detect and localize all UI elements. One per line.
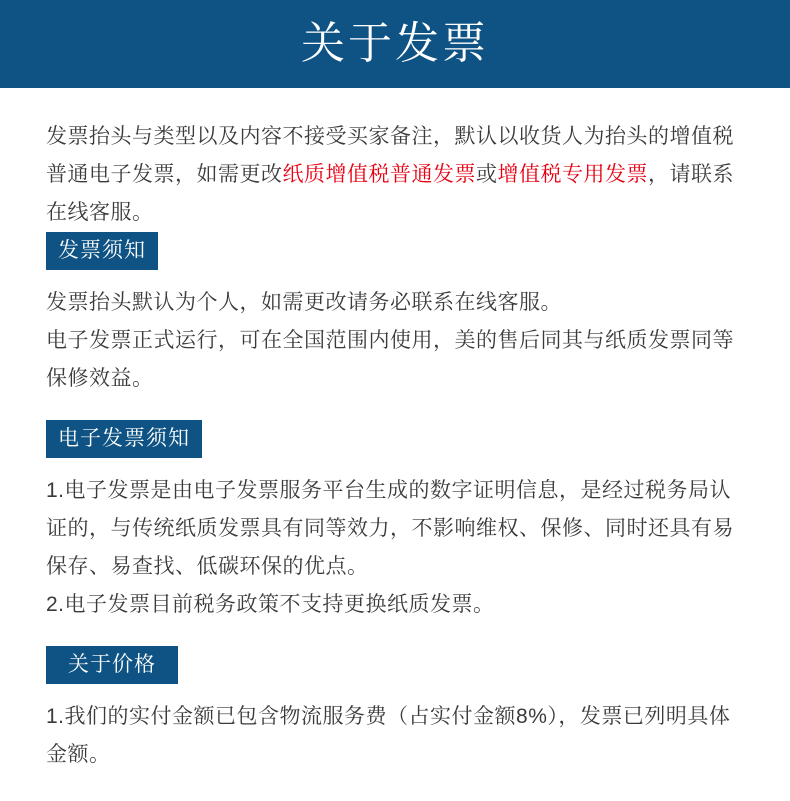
section-about-price bbox=[46, 646, 744, 774]
list-item: 1.电子发票是由电子发票服务平台生成的数字证明信息，是经过税务局认证的，与传统纸质发票具有同等效力，不影响维权、保修、同时还具有易保存、易查找、低碳环保的优点。 bbox=[46, 479, 734, 578]
list-item: 电子发票正式运行，可在全国范围内使用，美的售后同其与纸质发票同等保修效益。 bbox=[46, 329, 734, 390]
section-badge-e-invoice-notice: 电子发票须知 bbox=[46, 420, 202, 458]
intro-text-part2: 或 bbox=[476, 163, 498, 186]
intro-text-part1: 发票抬头与类型以及内容不接受买家备注，默认以收货人为抬头的增值税普通电子发票，如需更改 bbox=[46, 125, 734, 186]
list-item: 1.我们的实付金额已包含物流服务费（占实付金额8%），发票已列明具体金额。 bbox=[46, 705, 731, 766]
section-e-invoice-notice bbox=[46, 420, 744, 624]
section-body-about-price bbox=[46, 698, 744, 774]
list-item: 2.电子发票目前税务政策不支持更换纸质发票。 bbox=[46, 593, 495, 616]
page-title: 关于发票 bbox=[301, 19, 489, 68]
page-content bbox=[0, 88, 790, 774]
list-item: 发票抬头默认为个人，如需更改请务必联系在线客服。 bbox=[46, 291, 562, 314]
intro-text-part3: ，请联系在线客服。 bbox=[46, 163, 734, 224]
section-body-e-invoice-notice bbox=[46, 472, 744, 624]
section-body-invoice-notice bbox=[46, 284, 744, 398]
section-invoice-notice bbox=[46, 232, 744, 398]
intro-paragraph bbox=[46, 118, 744, 232]
section-badge-invoice-notice: 发票须知 bbox=[46, 232, 158, 270]
intro-highlight-special-invoice: 增值税专用发票 bbox=[497, 163, 648, 186]
page-header bbox=[0, 0, 790, 88]
intro-highlight-paper-invoice: 纸质增值税普通发票 bbox=[282, 163, 476, 186]
section-badge-about-price: 关于价格 bbox=[46, 646, 178, 684]
